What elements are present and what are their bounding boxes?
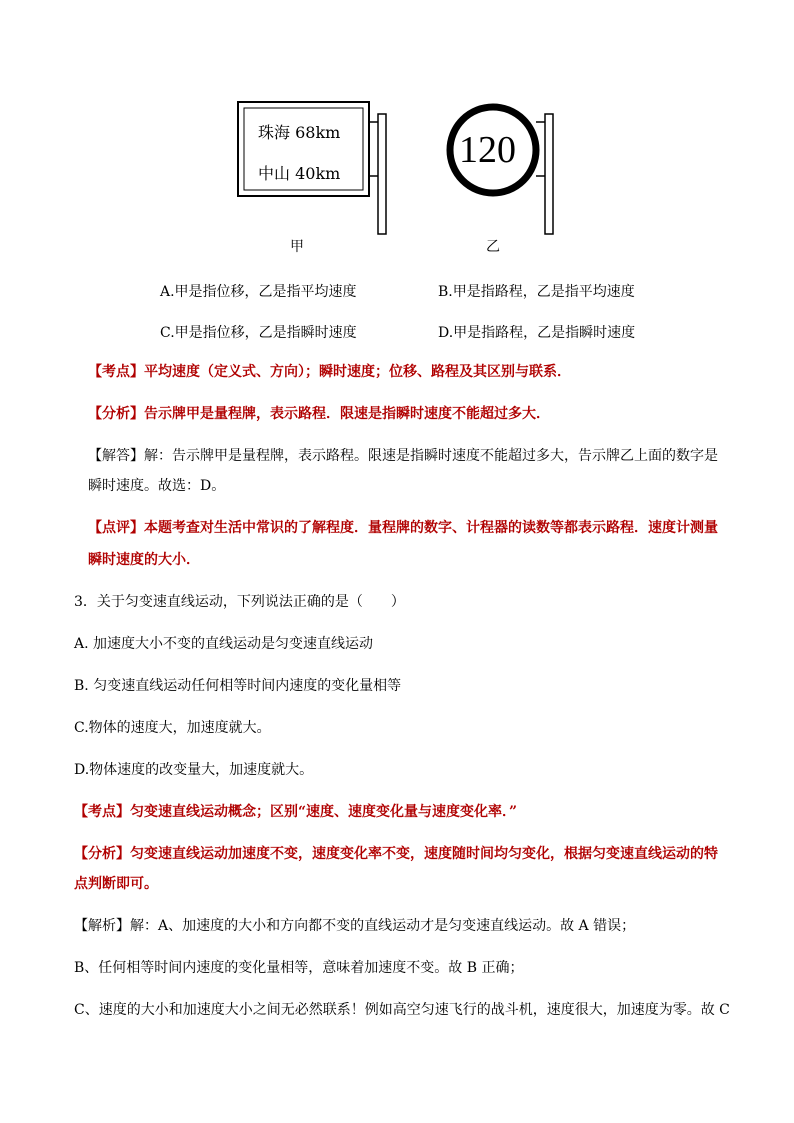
q2-dianping-line1: 【点评】本题考查对生活中常识的了解程度．量程牌的数字、计程器的读数等都表示路程．速度计测量: [88, 520, 718, 536]
sign-jia-line1: 珠海 68km: [258, 123, 341, 142]
q3-kaodian: 【考点】匀变速直线运动概念；区别“速度、速度变化量与速度变化率．”: [74, 804, 518, 820]
q2-fenxi: 【分析】告示牌甲是量程牌，表示路程．限速是指瞬时速度不能超过多大．: [88, 406, 550, 422]
q2-option-b: B.甲是指路程，乙是指平均速度: [438, 284, 635, 300]
q3-jiexi-line3: C、速度的大小和加速度大小之间无必然联系！例如高空匀速飞行的战斗机，速度很大，加速度为零。故 C: [74, 1002, 730, 1018]
q2-dianping-line2: 瞬时速度的大小．: [88, 552, 200, 568]
q2-option-c: C.甲是指位移，乙是指瞬时速度: [160, 325, 357, 341]
sign-jia-line2: 中山 40km: [258, 164, 341, 183]
speed-limit-number: 120: [459, 129, 516, 171]
q2-option-a: A.甲是指位移，乙是指平均速度: [160, 284, 357, 300]
q3-jiexi-line2: B、任何相等时间内速度的变化量相等，意味着加速度不变。故 B 正确；: [74, 960, 524, 976]
q3-option-d: D.物体速度的改变量大，加速度就大。: [74, 762, 314, 778]
q3-jiexi-line1: 【解析】解：A、加速度的大小和方向都不变的直线运动才是匀变速直线运动。故 A 错误；: [74, 918, 636, 934]
q3-stem: 3．关于匀变速直线运动，下列说法正确的是（ ）: [74, 594, 405, 610]
q2-jieda-line1: 【解答】解：告示牌甲是量程牌，表示路程。限速是指瞬时速度不能超过多大，告示牌乙上面的数字是: [88, 448, 718, 464]
q3-option-c: C.物体的速度大，加速度就大。: [74, 720, 271, 736]
q2-kaodian: 【考点】平均速度（定义式、方向）；瞬时速度；位移、路程及其区别与联系．: [88, 364, 571, 380]
q2-option-d: D.甲是指路程，乙是指瞬时速度: [438, 325, 636, 341]
sign-jia-label: 甲: [290, 239, 304, 255]
q3-fenxi-line1: 【分析】匀变速直线运动加速度不变，速度变化率不变，速度随时间均匀变化，根据匀变速直线运动的特: [74, 846, 718, 862]
q3-option-a: A. 加速度大小不变的直线运动是匀变速直线运动: [74, 636, 374, 652]
q3-option-b: B. 匀变速直线运动任何相等时间内速度的变化量相等: [74, 678, 402, 694]
q3-fenxi-line2: 点判断即可。: [74, 876, 158, 892]
sign-yi-label: 乙: [486, 239, 500, 255]
q2-jieda-line2: 瞬时速度。故选：D。: [88, 478, 226, 494]
